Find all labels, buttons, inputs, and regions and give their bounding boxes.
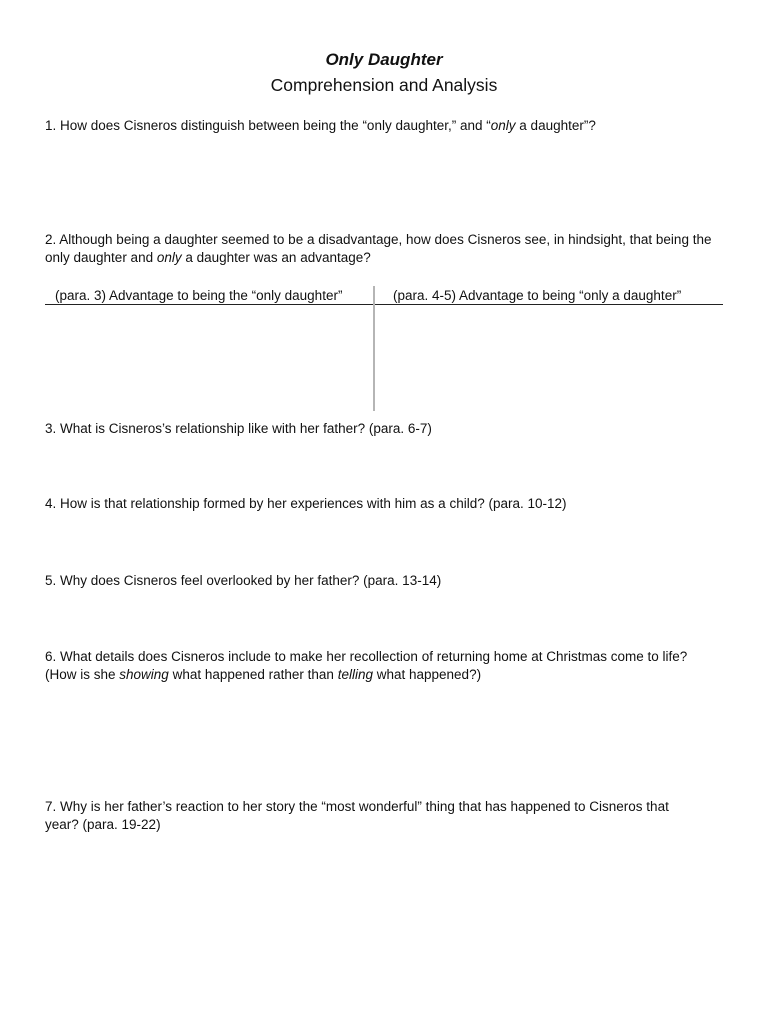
question-5: 5. Why does Cisneros feel overlooked by her father? (para. 13-14)	[45, 573, 442, 588]
table-header-only-a-daughter: (para. 4-5) Advantage to being “only a daughter”	[393, 288, 682, 303]
question-6-text-a: (How is she	[45, 667, 120, 682]
question-4: 4. How is that relationship formed by her experiences with him as a child? (para. 10-12)	[45, 496, 567, 511]
question-2-emphasis: only	[156, 250, 182, 265]
table-header-only-daughter: (para. 3) Advantage to being the “only daughter”	[55, 288, 343, 303]
question-7: 7. Why is her father’s reaction to her story the “most wonderful” thing that has happened to Cisneros that year? (para. 19-22)	[45, 799, 669, 832]
question-1-emphasis: only	[490, 118, 516, 133]
question-2-text: 2. Although being a daughter seemed to be a disadvantage, how does Cisneros see, in hindsight, that being the only daughter and	[45, 232, 712, 265]
worksheet-title: Only Daughter	[325, 50, 443, 69]
question-6-emphasis-telling: telling	[337, 667, 373, 682]
question-3: 3. What is Cisneros’s relationship like with her father? (para. 6-7)	[45, 421, 432, 436]
question-6	[45, 648, 735, 684]
question-6-text-c: what happened?)	[372, 667, 482, 682]
question-2	[45, 231, 735, 267]
question-1-text-end: a daughter”?	[515, 118, 596, 133]
table-column-divider	[373, 286, 375, 411]
question-6-emphasis-showing: showing	[119, 667, 169, 682]
worksheet-subtitle: Comprehension and Analysis	[270, 75, 498, 95]
question-2-text-end: a daughter was an advantage?	[181, 250, 371, 265]
question-6-text-b: what happened rather than	[168, 667, 338, 682]
question-6-line-2	[45, 666, 735, 684]
question-1-text: 1. How does Cisneros distinguish between being the “only daughter,” and “	[45, 118, 491, 133]
question-1	[45, 117, 735, 135]
advantages-table-header	[45, 287, 723, 305]
question-6-line-1: 6. What details does Cisneros include to make her recollection of returning home at Christmas come to life?	[45, 649, 688, 664]
